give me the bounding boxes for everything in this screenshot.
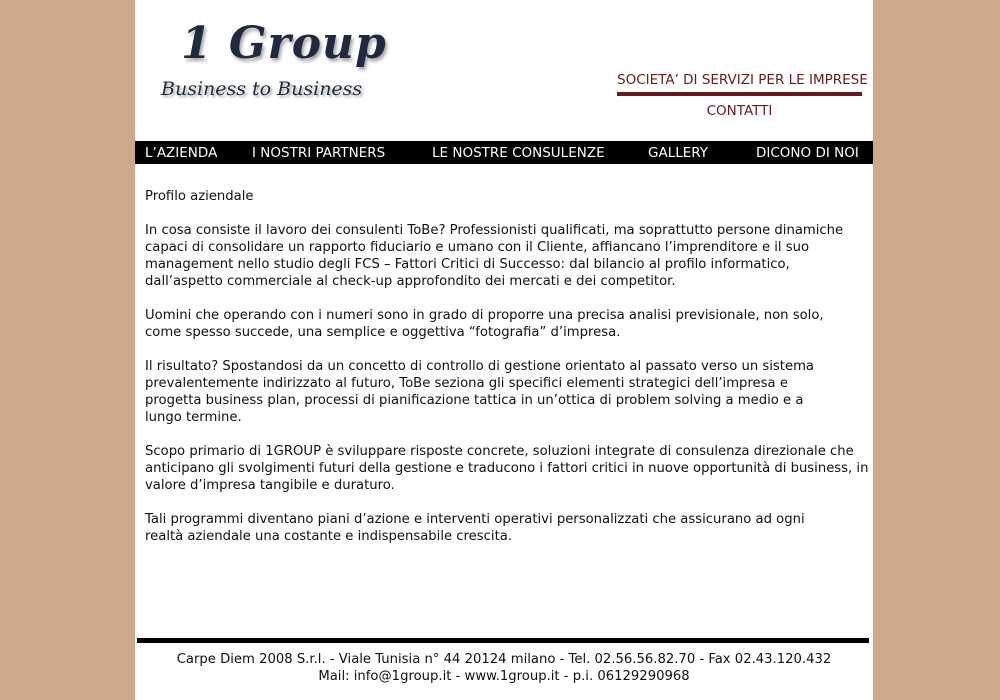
paragraph: Il risultato? Spostandosi da un concetto di controllo di gestione orientato al passato verso un sistema prevalentemente indirizzato al futuro, ToBe seziona gli specifici elementi strategici dell’impresa e progetta business plan, processi di pianificazione tattica in un’ottica di problem solving a medio e a lungo termine. [145, 359, 815, 425]
footer-address: Carpe Diem 2008 S.r.l. - Viale Tunisia n° 44 20124 milano - Tel. 02.56.56.82.70 - Fax 02.43.120.432 [176, 652, 832, 667]
page-container [135, 0, 873, 700]
paragraph: Uomini che operando con i numeri sono in grado di proporre una precisa analisi previsionale, non solo, come spesso succede, una semplice e oggettiva “fotografia” d’impresa. [145, 308, 824, 340]
logo-subtitle: Business to Business [161, 78, 363, 100]
footer-contacts: Mail: info@1group.it - www.1group.it - p.i. 06129290968 [318, 669, 690, 684]
logo-title: 1 Group [181, 18, 387, 69]
main-content [145, 188, 873, 562]
paragraph: Tali programmi diventano piani d’azione e interventi operativi personalizzati che assicurano ad ogni realtà aziendale una costante e indispensabile crescita. [145, 512, 805, 544]
nav-item-dicono-di-noi[interactable]: DICONO DI NOI [756, 145, 859, 161]
contatti-link[interactable]: CONTATTI [706, 103, 773, 119]
footer-divider [137, 638, 869, 643]
nav-item-gallery[interactable]: GALLERY [648, 145, 709, 161]
nav-item-consulenze[interactable]: LE NOSTRE CONSULENZE [432, 145, 605, 161]
paragraph: In cosa consiste il lavoro dei consulenti ToBe? Professionisti qualificati, ma soprattutto persone dinamiche capaci di consolidare un rapporto fiduciario e umano con il Cliente, affiancano l’imprenditore e il suo management nello studio degli FCS – Fattori Critici di Successo: dal bilancio al profilo informatico, dall’aspetto commerciale al check-up approfondito dei mercati e dei competitor. [145, 223, 844, 289]
logo[interactable] [161, 18, 387, 108]
page-title: Profilo aziendale [145, 189, 254, 204]
footer [135, 651, 873, 685]
tagline-divider [617, 92, 862, 96]
tagline: SOCIETA’ DI SERVIZI PER LE IMPRESE [617, 72, 868, 88]
nav-item-partners[interactable]: I NOSTRI PARTNERS [252, 145, 386, 161]
main-nav [135, 141, 873, 164]
nav-item-azienda[interactable]: L’AZIENDA [145, 145, 218, 161]
paragraph: Scopo primario di 1GROUP è sviluppare risposte concrete, soluzioni integrate di consulenza direzionale che anticipano gli svolgimenti futuri della gestione e traducono i fattori critici in nuove opportunità di business, in valore d’impresa tangibile e duraturo. [145, 444, 869, 493]
